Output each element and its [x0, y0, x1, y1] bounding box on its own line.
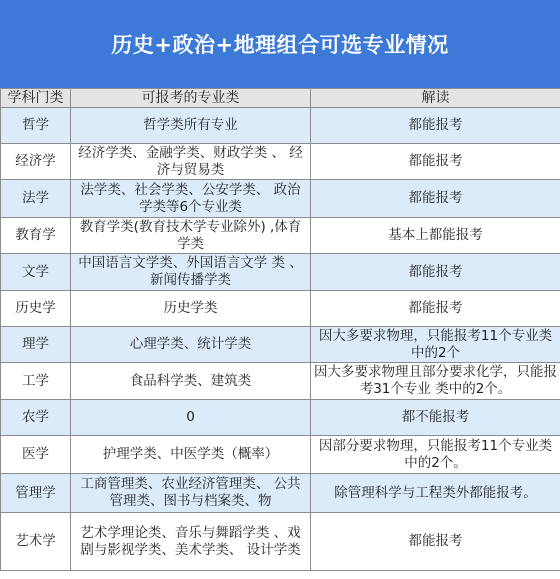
note-cell: 因大多要求物理且部分要求化学，只能报考31个专业 类中的2个。	[311, 363, 560, 400]
category-cell: 农学	[1, 400, 71, 436]
table-row	[1, 291, 560, 327]
table-row	[1, 436, 560, 474]
majors-cell: 护理学类、中医学类（概率）	[71, 436, 311, 474]
note-cell: 因大多要求物理，只能报考11个专业类中的2个	[311, 327, 560, 363]
category-cell: 管理学	[1, 474, 71, 513]
category-cell: 艺术学	[1, 513, 71, 571]
majors-cell: 哲学类所有专业	[71, 108, 311, 144]
category-cell: 医学	[1, 436, 71, 474]
table-row	[1, 254, 560, 291]
majors-cell: 经济学类、金融学类、财政学类 、 经济与贸易类	[71, 144, 311, 180]
note-cell: 都不能报考	[311, 400, 560, 436]
table-row	[1, 218, 560, 254]
majors-table	[0, 88, 560, 571]
majors-cell: 中国语言文学类、外国语言文学 类 、新闻传播学类	[71, 254, 311, 291]
category-cell: 文学	[1, 254, 71, 291]
category-cell: 理学	[1, 327, 71, 363]
majors-cell: 食品科学类、建筑类	[71, 363, 311, 400]
note-cell: 都能报考	[311, 254, 560, 291]
majors-cell: 工商管理类、农业经济管理类、 公共管理类、图书与档案类、物	[71, 474, 311, 513]
header-row	[1, 89, 560, 108]
header-note: 解读	[311, 89, 560, 108]
header-category: 学科门类	[1, 89, 71, 108]
category-cell: 哲学	[1, 108, 71, 144]
majors-cell: 历史学类	[71, 291, 311, 327]
table-row	[1, 513, 560, 571]
header-majors: 可报考的专业类	[71, 89, 311, 108]
majors-cell: 艺术学理论类、音乐与舞蹈学类 、戏剧与影视学类、美术学类、 设计学类	[71, 513, 311, 571]
majors-cell: 0	[71, 400, 311, 436]
note-cell: 基本上都能报考	[311, 218, 560, 254]
note-cell: 因部分要求物理，只能报考11个专业类中的2个。	[311, 436, 560, 474]
table-row	[1, 327, 560, 363]
category-cell: 经济学	[1, 144, 71, 180]
note-cell: 都能报考	[311, 108, 560, 144]
table-row	[1, 180, 560, 218]
table-row	[1, 474, 560, 513]
table-row	[1, 363, 560, 400]
table-row	[1, 400, 560, 436]
majors-cell: 心理学类、统计学类	[71, 327, 311, 363]
majors-cell: 教育学类(教育技术学专业除外) ,体育学类	[71, 218, 311, 254]
note-cell: 都能报考	[311, 291, 560, 327]
majors-cell: 法学类、社会学类、公安学类、 政治学类等6个专业类	[71, 180, 311, 218]
table-row	[1, 144, 560, 180]
category-cell: 历史学	[1, 291, 71, 327]
category-cell: 工学	[1, 363, 71, 400]
note-cell: 都能报考	[311, 513, 560, 571]
category-cell: 法学	[1, 180, 71, 218]
table-row	[1, 108, 560, 144]
note-cell: 除管理科学与工程类外都能报考。	[311, 474, 560, 513]
table-title: 历史+政治+地理组合可选专业情况	[0, 0, 560, 88]
note-cell: 都能报考	[311, 180, 560, 218]
note-cell: 都能报考	[311, 144, 560, 180]
category-cell: 教育学	[1, 218, 71, 254]
